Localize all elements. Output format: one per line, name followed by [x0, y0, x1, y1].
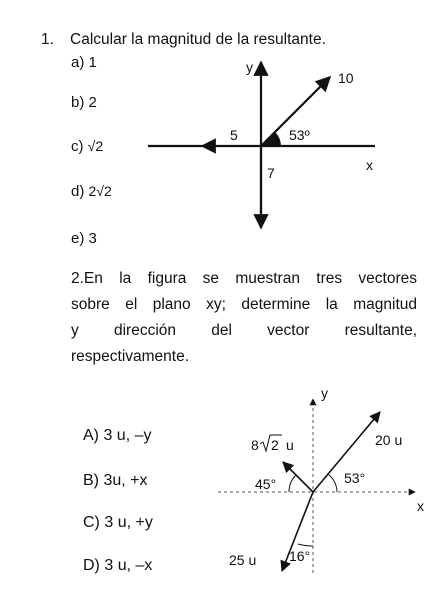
fig1-label-5: 5: [230, 127, 238, 143]
option-label: d): [71, 183, 85, 200]
option-value: √2: [87, 138, 104, 154]
option-value: 1: [88, 54, 97, 71]
option-value: 3u, +x: [103, 472, 148, 489]
option-label: B): [83, 472, 99, 489]
fig2-angle-arc-16: [298, 544, 313, 546]
question-2-line: y dirección del vector resultante,: [71, 322, 417, 339]
fig2-axis-x-label: x: [417, 498, 424, 514]
option-B[interactable]: [83, 472, 147, 490]
fig1-label-7: 7: [267, 165, 275, 181]
fig2-label-20u: 20 u: [375, 432, 403, 448]
fig2-label-25u: 25 u: [229, 552, 257, 568]
option-A[interactable]: [83, 427, 151, 445]
option-c[interactable]: [71, 138, 103, 155]
option-value: 2√2: [88, 183, 112, 199]
option-value: 3 u, –x: [104, 557, 153, 574]
figure-1-vector-diagram: [140, 50, 400, 240]
fig1-label-angle: 53º: [289, 127, 310, 143]
fig2-label-8root2-unit: u: [286, 437, 294, 453]
fig1-angle-wedge: [261, 132, 281, 146]
option-label: e): [71, 230, 85, 247]
option-label: A): [83, 427, 99, 444]
fig2-label-8root2-coef: 8: [251, 437, 259, 453]
fig1-axis-x-label: x: [366, 157, 373, 173]
fig2-label-angle-16: 16°: [289, 548, 311, 564]
fig2-axis-y-label: y: [321, 385, 328, 401]
option-D[interactable]: [83, 557, 152, 575]
option-d[interactable]: [71, 183, 112, 200]
fig2-label-angle-53: 53°: [344, 470, 366, 486]
option-e[interactable]: [71, 230, 97, 247]
figure-2-vector-diagram: [210, 385, 440, 585]
option-label: a): [71, 54, 85, 71]
fig1-axis-y-label: y: [246, 59, 253, 75]
fig2-angle-arc-45: [289, 475, 296, 492]
question-2-line: sobre el plano xy; determine la magnitud: [71, 296, 417, 313]
fig2-label-8root2-rad: 2: [271, 437, 279, 453]
option-label: D): [83, 557, 100, 574]
option-label: b): [71, 94, 85, 111]
fig1-label-10: 10: [338, 70, 354, 86]
option-C[interactable]: [83, 514, 153, 532]
option-label: C): [83, 514, 100, 531]
option-value: 3 u, –y: [103, 427, 152, 444]
fig2-vector-8root2: [283, 462, 313, 492]
option-value: 2: [88, 94, 97, 111]
option-a[interactable]: [71, 54, 97, 71]
question-1-number: 1.: [41, 31, 54, 48]
question-2-line: 2.En la figura se muestran tres vectores: [71, 270, 417, 287]
question-2-line: respectivamente.: [71, 348, 190, 365]
question-1-text: Calcular la magnitud de la resultante.: [70, 31, 326, 48]
option-value: 3 u, +y: [104, 514, 153, 531]
question-2-text: [71, 266, 417, 370]
option-value: 3: [88, 230, 97, 247]
option-b[interactable]: [71, 94, 97, 111]
option-label: c): [71, 138, 84, 155]
fig2-angle-arc-53: [328, 474, 337, 492]
fig2-label-angle-45: 45°: [255, 476, 277, 492]
